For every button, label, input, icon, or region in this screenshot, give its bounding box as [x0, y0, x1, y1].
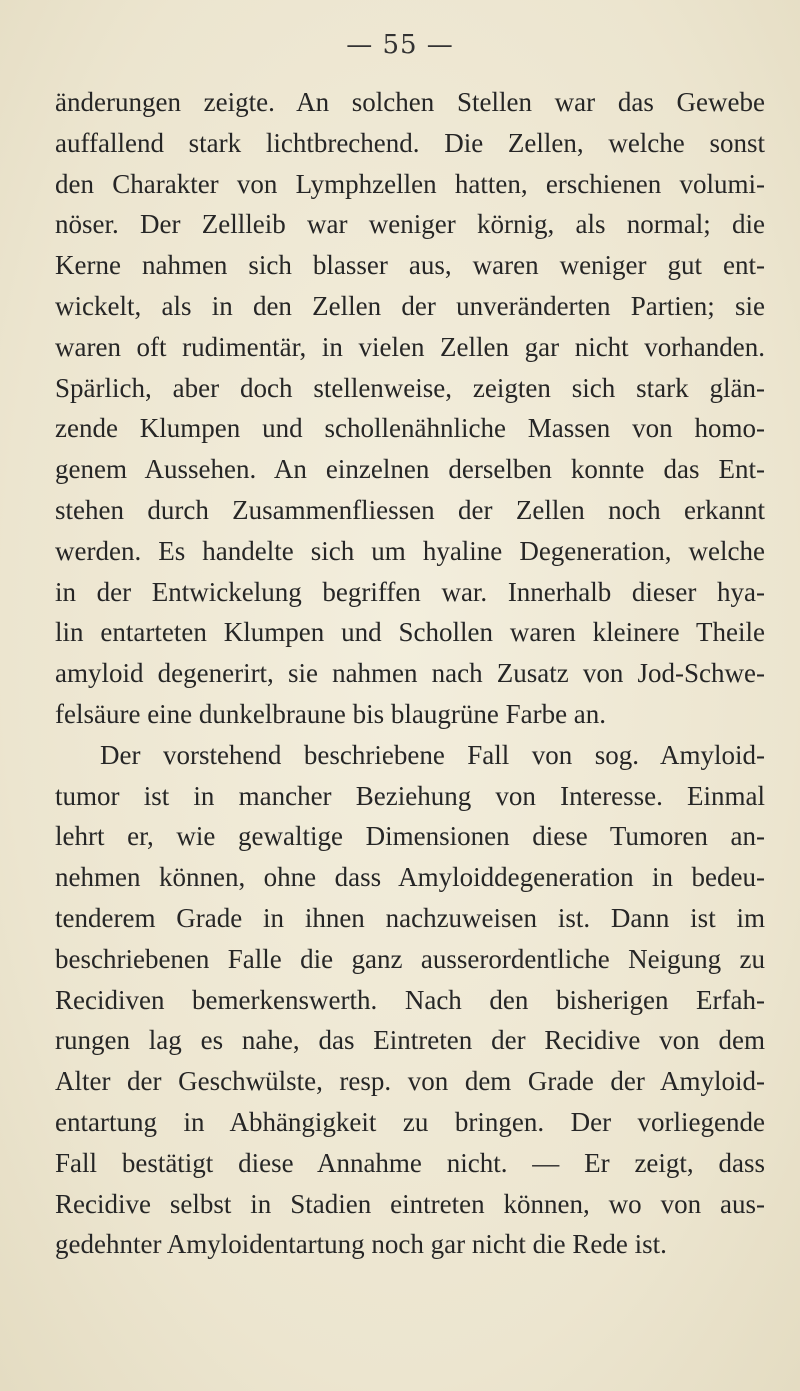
text-line: werden. Es handelte sich um hyaline Degeneration, welche	[55, 535, 765, 566]
text-line: beschriebenen Falle die ganz ausserordentliche Neigung zu	[55, 943, 765, 974]
text-line: gedehnter Amyloidentartung noch gar nicht die Rede ist.	[55, 1229, 667, 1260]
text-line: wickelt, als in den Zellen der unveränderten Partien; sie	[55, 290, 765, 321]
body-text	[55, 82, 765, 1265]
text-line: lehrt er, wie gewaltige Dimensionen diese Tumoren an-	[55, 821, 765, 852]
text-line: Fall bestätigt diese Annahme nicht. — Er zeigt, dass	[55, 1147, 765, 1178]
text-line: änderungen zeigte. An solchen Stellen war das Gewebe	[55, 87, 765, 117]
text-line: auffallend stark lichtbrechend. Die Zellen, welche sonst	[55, 127, 765, 158]
text-line: Kerne nahmen sich blasser aus, waren weniger gut ent-	[55, 250, 765, 281]
page-number: — 55 —	[346, 30, 454, 60]
text-line: Recidiven bemerkenswerth. Nach den bisherigen Erfah-	[55, 984, 765, 1015]
text-line: amyloid degenerirt, sie nahmen nach Zusatz von Jod-Schwe-	[55, 658, 765, 689]
text-line: entartung in Abhängigkeit zu bringen. Der vorliegende	[55, 1106, 765, 1137]
text-line: stehen durch Zusammenfliessen der Zellen noch erkannt	[55, 494, 765, 525]
text-line: zende Klumpen und schollenähnliche Massen von homo-	[55, 413, 765, 444]
text-line: genem Aussehen. An einzelnen derselben konnte das Ent-	[55, 454, 765, 485]
text-line: waren oft rudimentär, in vielen Zellen gar nicht vorhanden.	[55, 331, 765, 362]
text-line: tenderem Grade in ihnen nachzuweisen ist. Dann ist im	[55, 902, 765, 933]
text-line: Der vorstehend beschriebene Fall von sog. Amyloid-	[100, 739, 765, 770]
text-line: felsäure eine dunkelbraune bis blaugrüne Farbe an.	[55, 698, 607, 729]
text-line: rungen lag es nahe, das Eintreten der Recidive von dem	[55, 1025, 765, 1056]
text-line: nehmen können, ohne dass Amyloiddegeneration in bedeu-	[55, 862, 765, 893]
text-line: Recidive selbst in Stadien eintreten können, wo von aus-	[55, 1188, 765, 1219]
text-line: Spärlich, aber doch stellenweise, zeigten sich stark glän-	[55, 372, 765, 403]
text-line: lin entarteten Klumpen und Schollen waren kleinere Theile	[55, 617, 765, 648]
text-line: nöser. Der Zellleib war weniger körnig, als normal; die	[55, 209, 765, 240]
text-line: den Charakter von Lymphzellen hatten, erschienen volumi-	[55, 168, 765, 199]
text-line: in der Entwickelung begriffen war. Innerhalb dieser hya-	[55, 576, 765, 607]
text-line: Alter der Geschwülste, resp. von dem Grade der Amyloid-	[55, 1066, 765, 1097]
text-line: tumor ist in mancher Beziehung von Interesse. Einmal	[55, 780, 765, 811]
